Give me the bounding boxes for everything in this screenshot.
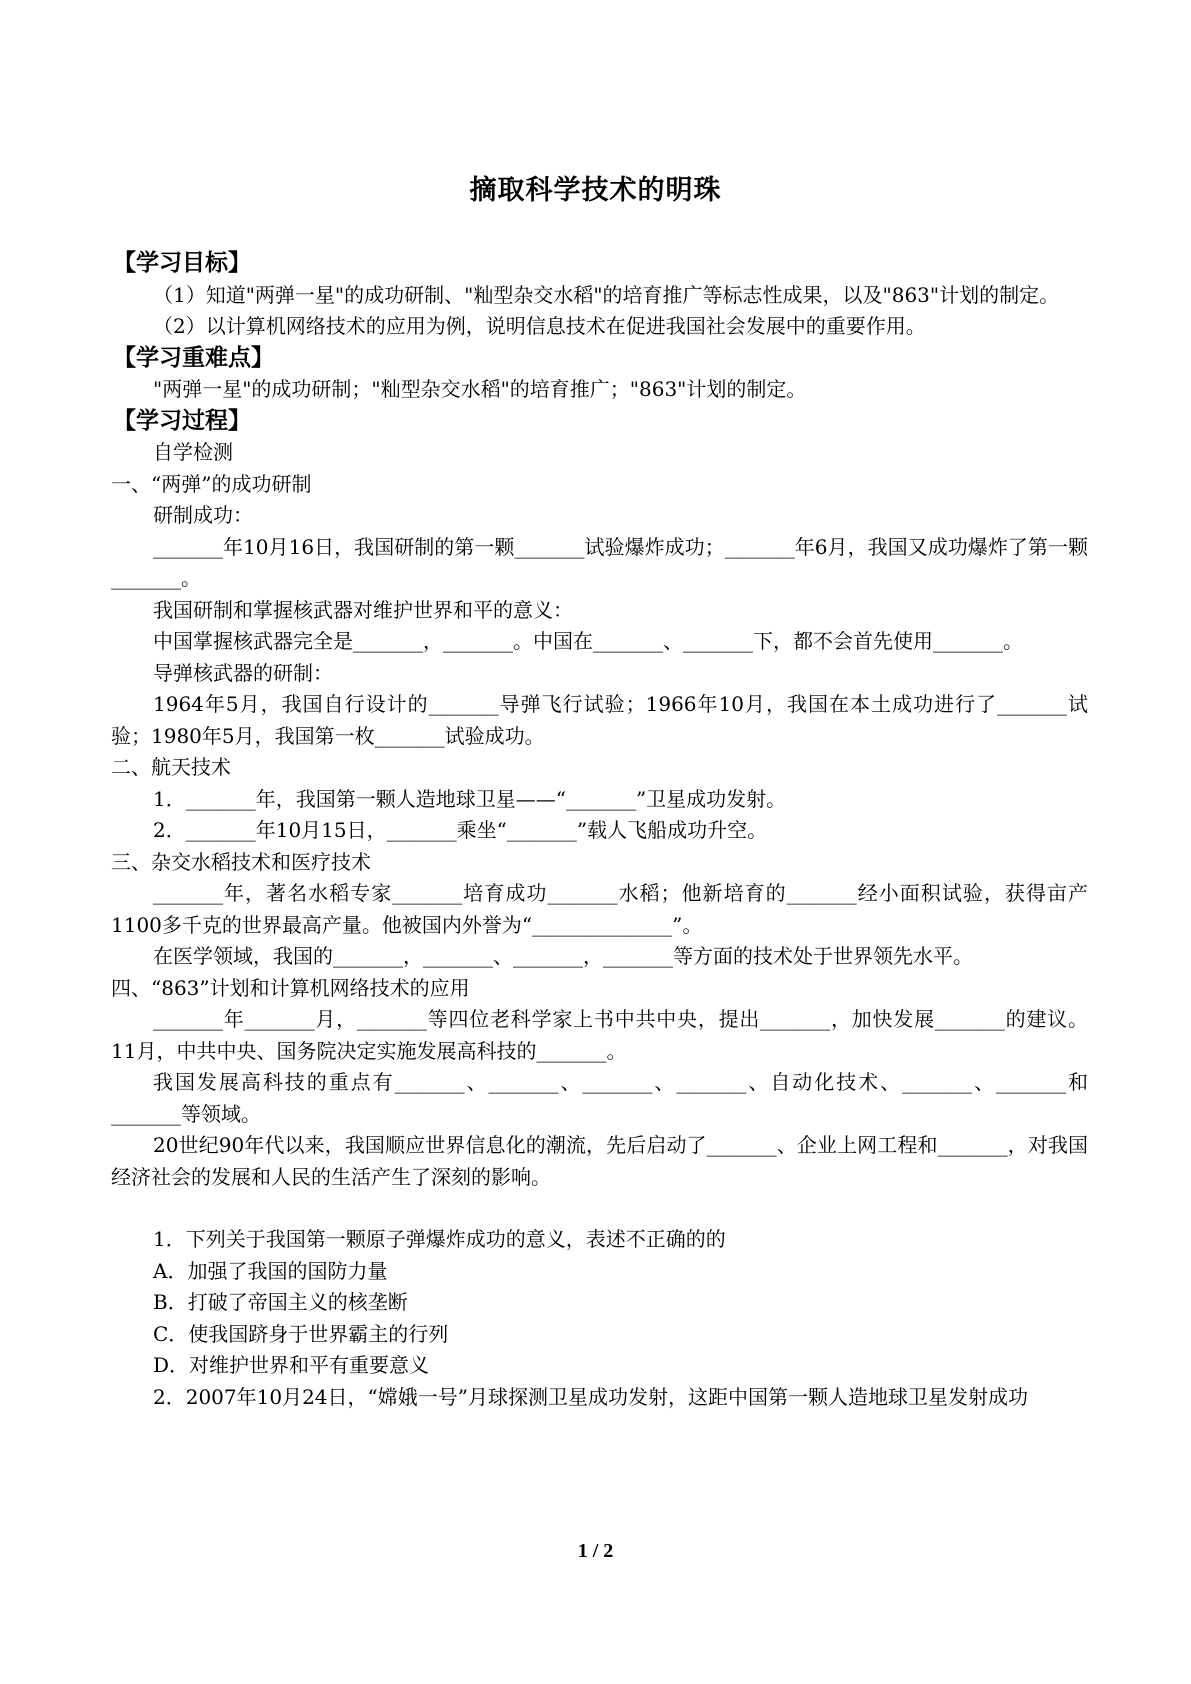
document-body [111,248,1088,1413]
question-1-option-a: A．加强了我国的国防力量 [153,1258,388,1283]
page-number: 1 / 2 [577,1540,614,1562]
part1-fill-blank-1: _______年10月16日，我国研制的第一颗_______试验爆炸成功；_______年6月，我国又成功爆炸了第一颗_______。 [111,534,1088,590]
part1-heading: 一、“两弹”的成功研制 [111,471,312,496]
question-1: 1．下列关于我国第一颗原子弹爆炸成功的意义，表述不正确的的 [153,1227,726,1251]
question-1-option-d: D．对维护世界和平有重要意义 [153,1353,430,1377]
part1-subheading-significance: 我国研制和掌握核武器对维护世界和平的意义： [153,597,573,622]
part1-fill-blank-2: 中国掌握核武器完全是_______，_______。中国在_______、_______下，都不会首先使用_______。 [153,629,1023,653]
part1-fill-blank-3: 1964年5月，我国自行设计的_______导弹飞行试验；1966年10月，我国在本土成功进行了_______试验；1980年5月，我国第一枚_______试验成功。 [111,692,1088,748]
part4-heading: 四、“863”计划和计算机网络技术的应用 [111,975,470,1000]
part3-fill-blank-1: _______年，著名水稻专家_______培育成功_______水稻；他新培育的_______经小面积试验，获得亩产1100多千克的世界最高产量。他被国内外誉为“______________”。 [111,881,1088,937]
goal-item-2: （2）以计算机网络技术的应用为例，说明信息技术在促进我国社会发展中的重要作用。 [153,314,926,338]
key-points-heading: 【学习重难点】 [113,344,274,371]
part3-fill-blank-2: 在医学领域，我国的_______，_______、_______，_______等方面的技术处于世界领先水平。 [153,944,973,968]
spacer [111,1193,1088,1224]
part2-heading: 二、航天技术 [111,755,231,779]
part4-fill-blank-3: 20世纪90年代以来，我国顺应世界信息化的潮流，先后启动了_______、企业上网工程和_______，对我国经济社会的发展和人民的生活产生了深刻的影响。 [111,1133,1088,1189]
self-study-label: 自学检测 [153,440,233,464]
key-points-text: "两弹一星"的成功研制；"籼型杂交水稻"的培育推广；"863"计划的制定。 [153,377,807,401]
part1-subheading-missile: 导弹核武器的研制： [153,660,333,685]
part3-heading: 三、杂交水稻技术和医疗技术 [111,849,371,874]
process-heading: 【学习过程】 [113,407,251,434]
goal-item-1: （1）知道"两弹一星"的成功研制、"籼型杂交水稻"的培育推广等标志性成果，以及"863"计划的制定。 [153,282,1060,307]
page-title: 摘取科学技术的明珠 [469,175,722,206]
question-1-option-b: B．打破了帝国主义的核垄断 [153,1290,408,1314]
question-2: 2．2007年10月24日，“嫦娥一号”月球探测卫星成功发射，这距中国第一颗人造地球卫星发射成功 [153,1384,1028,1409]
part1-subheading-success: 研制成功： [153,503,253,527]
question-1-option-c: C．使我国跻身于世界霸主的行列 [153,1321,449,1346]
goals-heading: 【学习目标】 [113,250,251,276]
part2-item-1: 1．_______年，我国第一颗人造地球卫星——“_______”卫星成功发射。 [153,786,787,811]
part4-fill-blank-1: _______年_______月，_______等四位老科学家上书中共中央，提出_______，加快发展_______的建议。11月，中共中央、国务院决定实施发展高科技的_______。 [111,1007,1088,1063]
part4-fill-blank-2: 我国发展高科技的重点有_______、_______、_______、_______、自动化技术、_______、_______和_______等领域。 [111,1070,1088,1126]
part2-item-2: 2．_______年10月15日，_______乘坐“_______”载人飞船成功升空。 [153,818,768,842]
